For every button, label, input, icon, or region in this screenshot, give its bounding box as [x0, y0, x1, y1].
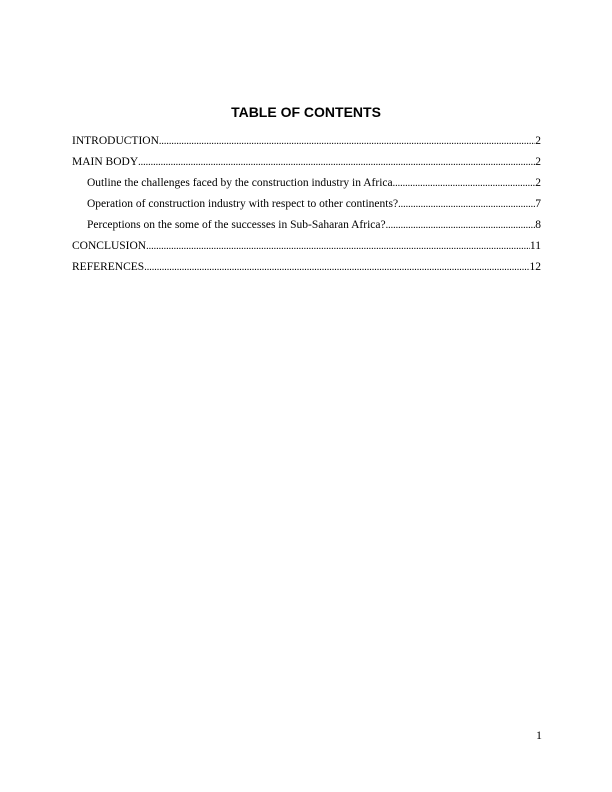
dot-leader [144, 260, 529, 276]
dot-leader [398, 197, 535, 213]
toc-entry-label: MAIN BODY [72, 156, 139, 168]
dot-leader [386, 218, 536, 234]
toc-entry-page: 2 [535, 135, 541, 147]
dot-leader [159, 134, 535, 150]
toc-entry-operation[interactable] [87, 196, 541, 212]
toc-entry-label: Outline the challenges faced by the construction industry in Africa [87, 177, 393, 189]
toc-entry-label: Operation of construction industry with respect to other continents? [87, 198, 399, 210]
dot-leader [146, 239, 530, 255]
toc-title: TABLE OF CONTENTS [231, 104, 381, 120]
toc-entry-label: INTRODUCTION [72, 135, 159, 147]
toc-entry-challenges[interactable] [87, 175, 541, 191]
dot-leader [393, 176, 536, 192]
dot-leader [138, 155, 535, 171]
toc-entry-main-body[interactable] [72, 154, 541, 170]
toc-entry-page: 12 [529, 261, 541, 273]
toc-entry-introduction[interactable] [72, 133, 541, 149]
toc-entry-page: 8 [535, 219, 541, 231]
toc-entry-conclusion[interactable] [72, 238, 541, 254]
toc-entry-label: REFERENCES [72, 261, 145, 273]
toc-entry-page: 2 [535, 177, 541, 189]
page-number: 1 [536, 728, 542, 742]
toc-entry-label: Perceptions on the some of the successes in Sub-Saharan Africa? [87, 219, 386, 231]
toc-entry-references[interactable] [72, 259, 541, 275]
toc-entry-perceptions[interactable] [87, 217, 541, 233]
toc-entry-page: 2 [535, 156, 541, 168]
toc-entry-page: 11 [529, 240, 541, 252]
toc-entry-page: 7 [535, 198, 541, 210]
toc-entry-label: CONCLUSION [72, 240, 147, 252]
